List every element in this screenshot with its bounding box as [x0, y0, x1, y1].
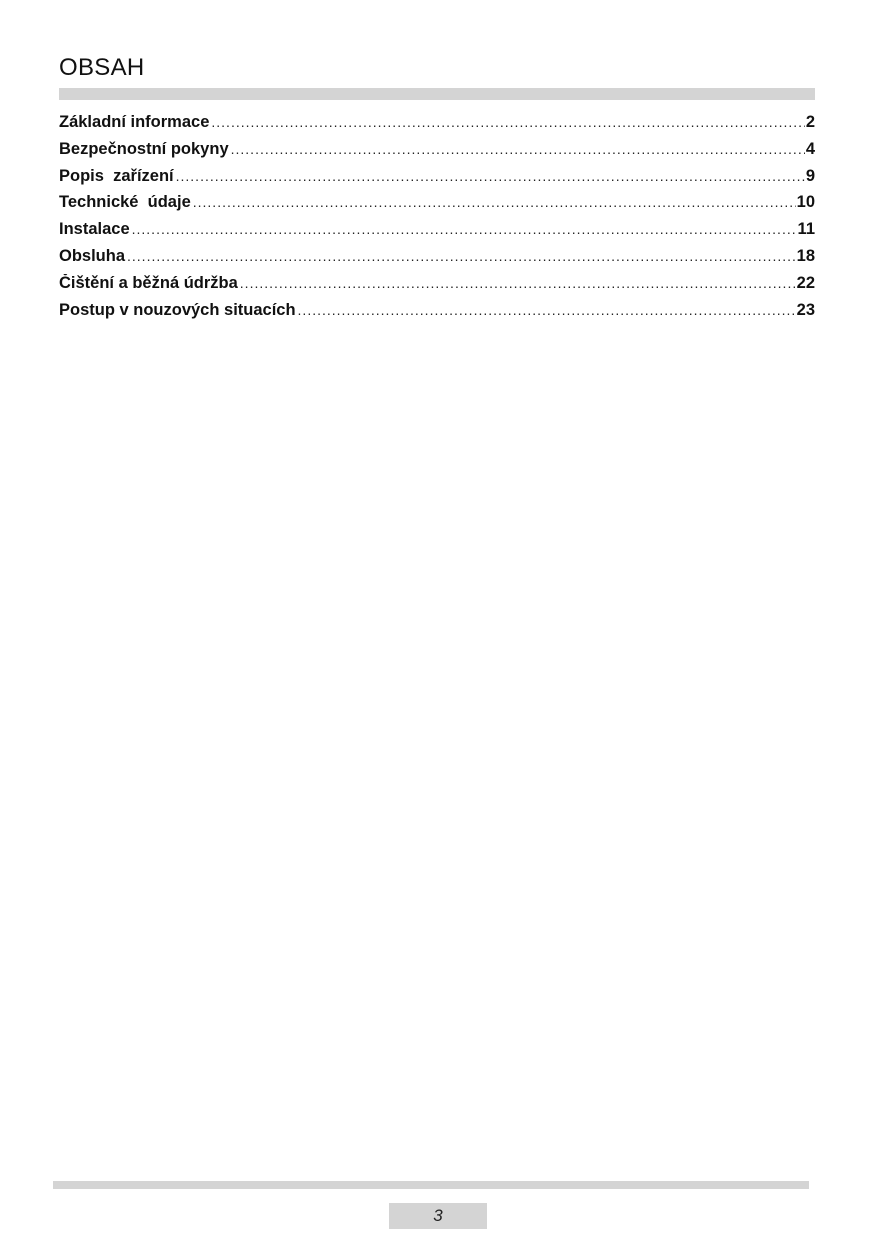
toc-item-label: Popis zařízení: [59, 166, 174, 185]
toc-item-page: 23: [796, 300, 815, 319]
toc-leader-dots: [231, 141, 805, 157]
toc-item-page: 18: [796, 246, 815, 265]
toc-item[interactable]: [59, 247, 815, 274]
toc-item[interactable]: [59, 113, 815, 140]
table-of-contents: [59, 113, 815, 327]
toc-leader-dots: [211, 114, 804, 130]
toc-item[interactable]: [59, 220, 815, 247]
footer-divider: [53, 1181, 809, 1189]
toc-item-page: 2: [805, 113, 815, 131]
page-title: OBSAH: [59, 54, 145, 81]
toc-leader-dots: [298, 302, 796, 318]
toc-item-label: Čištění a běžná údržba: [59, 273, 238, 292]
toc-item-label: Bezpečnostní pokyny: [59, 139, 229, 158]
toc-item-label: Postup v nouzových situacích: [59, 300, 296, 319]
toc-leader-dots: [176, 168, 805, 184]
toc-item[interactable]: [59, 167, 815, 194]
toc-item-label: Technické údaje: [59, 193, 191, 212]
toc-item-page: 22: [796, 273, 815, 292]
toc-item-label: Obsluha: [59, 246, 126, 265]
toc-item-page: 11: [797, 220, 815, 239]
toc-item[interactable]: [59, 301, 815, 328]
toc-leader-dots: [240, 275, 796, 291]
toc-item-page: 4: [805, 139, 815, 158]
toc-item-label: Instalace: [59, 220, 130, 239]
title-divider: [59, 88, 815, 100]
toc-item[interactable]: [59, 193, 815, 220]
toc-item-label: Základní informace: [59, 113, 210, 131]
toc-item[interactable]: [59, 274, 815, 301]
toc-item-page: 9: [805, 166, 815, 185]
toc-leader-dots: [127, 248, 796, 264]
toc-leader-dots: [193, 194, 796, 210]
toc-item-page: 10: [796, 193, 815, 212]
page-number: 3: [389, 1203, 487, 1229]
toc-item[interactable]: [59, 140, 815, 167]
toc-leader-dots: [132, 221, 797, 237]
